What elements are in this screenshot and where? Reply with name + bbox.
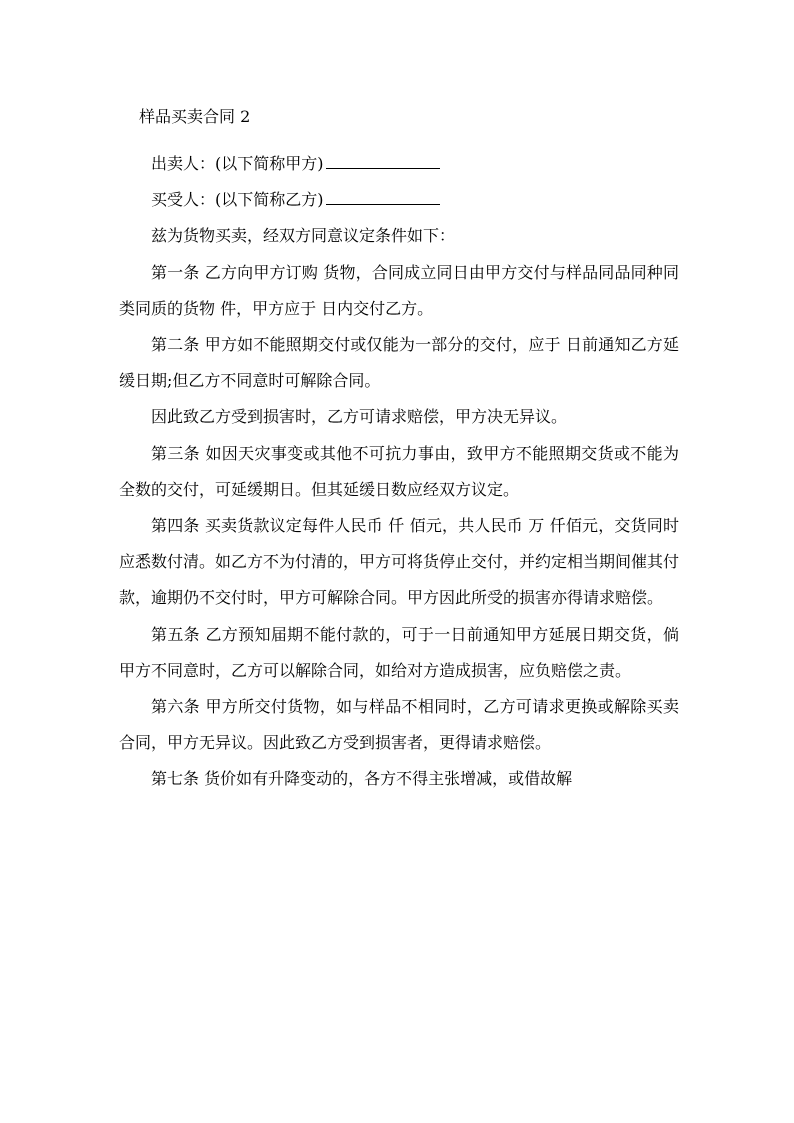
paragraph-article-3: 第三条 如因天灾事变或其他不可抗力事由，致甲方不能照期交货或不能为全数的交付，可延缓期日。但其延缓日数应经双方议定。: [119, 443, 679, 499]
seller-label: 出卖人：(以下简称甲方): [151, 154, 324, 173]
paragraph-article-6: 第六条 甲方所交付货物，如与样品不相同时，乙方可请求更换或解除买卖合同，甲方无异议。因此致乙方受到损害者，更得请求赔偿。: [119, 697, 679, 753]
paragraph-article-2: 第二条 甲方如不能照期交付或仅能为一部分的交付，应于 日前通知乙方延缓日期;但乙方不同意时可解除合同。: [119, 335, 679, 391]
buyer-blank: [326, 189, 440, 205]
seller-line: [119, 146, 679, 182]
paragraph-intro: 兹为货物买卖，经双方同意议定条件如下：: [151, 226, 456, 246]
paragraph-article-5: 第五条 乙方预知届期不能付款的，可于一日前通知甲方延展日期交货，倘甲方不同意时，乙方可以解除合同，如给对方造成损害，应负赔偿之责。: [119, 624, 679, 680]
paragraph-article-2-cont: 因此致乙方受到损害时，乙方可请求赔偿，甲方决无异议。: [151, 407, 568, 427]
paragraph-article-4: 第四条 买卖货款议定每件人民币 仟 佰元，共人民币 万 仟佰元，交货同时应悉数付清。如乙方不为付清的，甲方可将货停止交付，并约定相当期间催其付款，逾期仍不交付时，甲方可解除合同。甲方因此所受的损害亦得请求赔偿。: [119, 516, 680, 608]
paragraph-article-7: 第七条 货价如有升降变动的，各方不得主张增减，或借故解: [151, 769, 573, 789]
buyer-line: [119, 182, 679, 218]
document-title: 样品买卖合同 2: [139, 107, 251, 126]
seller-blank: [326, 153, 440, 169]
buyer-label: 买受人：(以下简称乙方): [151, 190, 324, 210]
paragraph-article-1: 第一条 乙方向甲方订购 货物，合同成立同日由甲方交付与样品同品同种同类同质的货物 件，甲方应于 日内交付乙方。: [119, 262, 679, 318]
document-body: [119, 146, 679, 798]
